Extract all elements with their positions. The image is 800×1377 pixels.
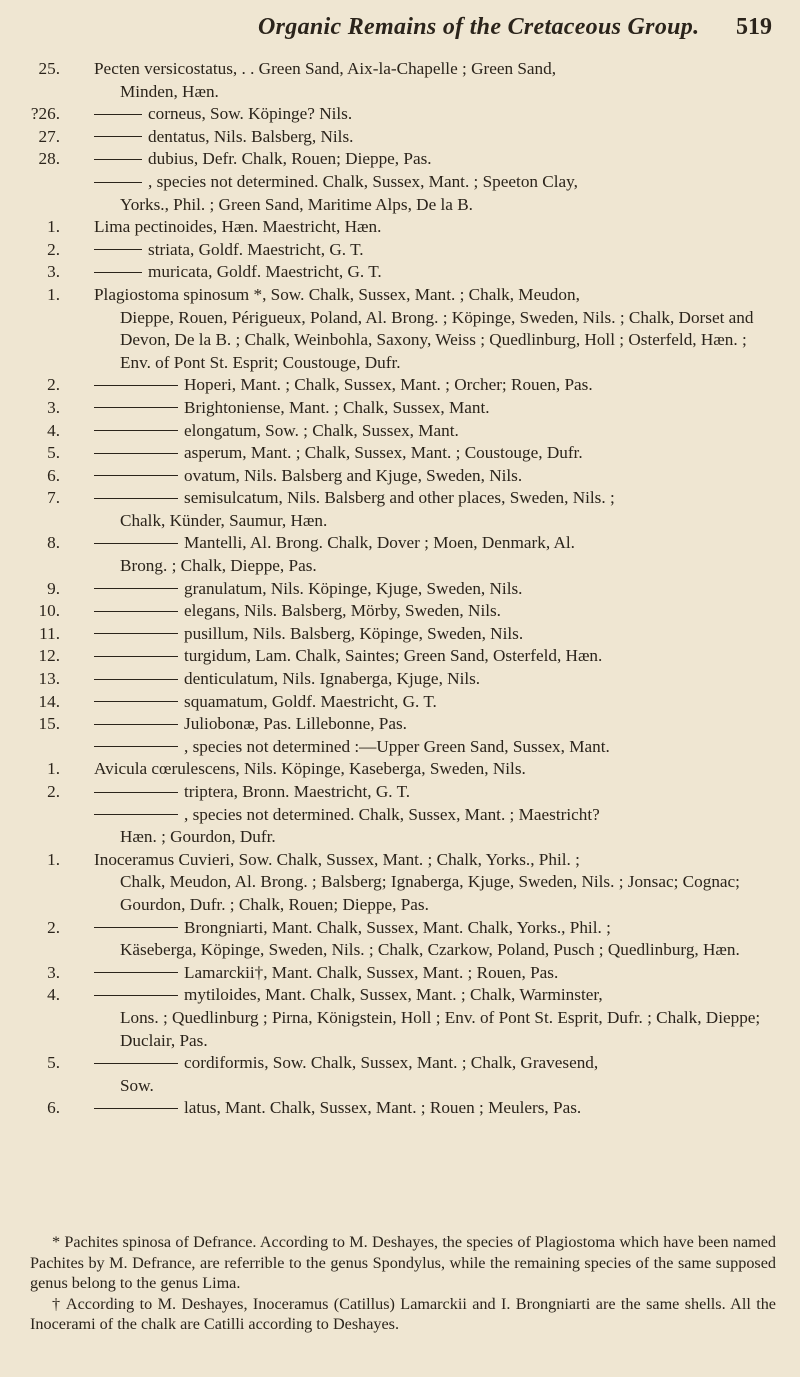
entry-text: corneus, Sow. Köpinge? Nils.	[148, 104, 353, 124]
entry-number: 15.	[38, 714, 60, 734]
ditto-dash	[94, 792, 178, 793]
species-entry	[30, 668, 776, 691]
entry-continuation: Chalk, Künder, Saumur, Hæn.	[120, 510, 328, 530]
entry-text: Juliobonæ, Pas. Lillebonne, Pas.	[184, 714, 407, 734]
entry-continuation: Dieppe, Rouen, Périgueux, Poland, Al. Brong. ; Köpinge, Sweden, Nils. ; Chalk, Dorset and Devon, De la B. ; Chalk, Weinbohla, Saxony, Weiss ; Quedlinburg, Holl ; Osterfeld, Hæn. ; Env. of Pont St. Esprit; Coustouge, Dufr.	[120, 307, 754, 372]
entry-text: mytiloides, Mant. Chalk, Sussex, Mant. ; Chalk, Warminster,	[184, 985, 603, 1005]
entry-number: 1.	[47, 284, 60, 304]
species-entry	[30, 126, 776, 149]
ditto-dash	[94, 407, 178, 408]
ditto-dash	[94, 724, 178, 725]
species-entry	[30, 645, 776, 668]
species-entry	[30, 758, 776, 781]
entry-text: elegans, Nils. Balsberg, Mörby, Sweden, Nils.	[184, 601, 501, 621]
entry-number: 6.	[47, 465, 60, 485]
entry-line	[94, 397, 776, 420]
entry-continuation: Yorks., Phil. ; Green Sand, Maritime Alps, De la B.	[120, 194, 473, 214]
entry-line	[94, 261, 776, 284]
entry-line	[94, 148, 776, 171]
ditto-dash	[94, 679, 178, 680]
species-entry	[30, 397, 776, 420]
species-entry	[30, 1097, 776, 1120]
entry-line	[94, 239, 776, 262]
entry-number: 27.	[38, 126, 60, 146]
entry-text: Mantelli, Al. Brong. Chalk, Dover ; Moen, Denmark, Al.	[184, 533, 575, 553]
entry-line	[94, 758, 776, 781]
entry-number: 3.	[47, 962, 60, 982]
species-entry	[30, 261, 776, 284]
entry-line	[94, 216, 776, 239]
entry-text: semisulcatum, Nils. Balsberg and other places, Sweden, Nils. ;	[184, 488, 615, 508]
ditto-dash	[94, 249, 142, 250]
entry-continuation: Brong. ; Chalk, Dieppe, Pas.	[120, 556, 317, 576]
ditto-dash	[94, 272, 142, 273]
entry-line	[94, 713, 776, 736]
entry-text: dubius, Defr. Chalk, Rouen; Dieppe, Pas.	[148, 149, 432, 169]
ditto-dash	[94, 972, 178, 973]
species-entry	[30, 1052, 776, 1097]
entry-text: dentatus, Nils. Balsberg, Nils.	[148, 126, 354, 146]
species-entry	[30, 239, 776, 262]
page-header	[258, 14, 772, 41]
entry-line	[94, 962, 776, 985]
ditto-dash	[94, 453, 178, 454]
species-entry	[30, 984, 776, 1052]
entry-line	[94, 736, 776, 759]
entry-line	[94, 984, 776, 1007]
entry-number: 8.	[47, 533, 60, 553]
entry-text: Avicula cœrulescens, Nils. Köpinge, Kaseberga, Sweden, Nils.	[94, 759, 526, 779]
entry-line	[94, 420, 776, 443]
species-entry	[30, 420, 776, 443]
species-entry	[30, 623, 776, 646]
entry-text: asperum, Mant. ; Chalk, Sussex, Mant. ; Coustouge, Dufr.	[184, 443, 583, 463]
entry-number: 11.	[39, 623, 60, 643]
species-entry	[30, 58, 776, 103]
entry-number: 3.	[47, 397, 60, 417]
ditto-dash	[94, 995, 178, 996]
entry-number: 25.	[38, 59, 60, 78]
species-entry	[30, 781, 776, 804]
entry-number: 6.	[47, 1098, 60, 1118]
entry-text: Brightoniense, Mant. ; Chalk, Sussex, Mant.	[184, 397, 490, 417]
entry-line	[94, 668, 776, 691]
species-entry	[30, 442, 776, 465]
species-entry	[30, 691, 776, 714]
species-entry	[30, 578, 776, 601]
entry-text: Lima pectinoides, Hæn. Maestricht, Hæn.	[94, 217, 382, 237]
entry-line	[94, 917, 776, 940]
entry-number: 7.	[47, 488, 60, 508]
entry-line	[94, 487, 776, 510]
ditto-dash	[94, 633, 178, 634]
entry-line	[94, 781, 776, 804]
entry-continuation: Minden, Hæn.	[120, 81, 219, 101]
entry-number: 28.	[38, 149, 60, 169]
ditto-dash	[94, 136, 142, 137]
entry-number: 14.	[38, 691, 60, 711]
ditto-dash	[94, 114, 142, 115]
entry-text: elongatum, Sow. ; Chalk, Sussex, Mant.	[184, 420, 459, 440]
entry-line	[94, 600, 776, 623]
page-number: 519	[736, 14, 772, 40]
ditto-dash	[94, 385, 178, 386]
entry-line	[94, 442, 776, 465]
entry-text: Lamarckii†, Mant. Chalk, Sussex, Mant. ; Rouen, Pas.	[184, 962, 559, 982]
entry-number: 12.	[38, 646, 60, 666]
entry-number: 2.	[47, 917, 60, 937]
ditto-dash	[94, 588, 178, 589]
entry-line	[94, 1052, 776, 1075]
entry-text: cordiformis, Sow. Chalk, Sussex, Mant. ; Chalk, Gravesend,	[184, 1053, 599, 1073]
entry-text: striata, Goldf. Maestricht, G. T.	[148, 239, 364, 259]
entry-text: latus, Mant. Chalk, Sussex, Mant. ; Rouen ; Meulers, Pas.	[184, 1098, 582, 1118]
species-entry	[30, 600, 776, 623]
entry-number: 2.	[47, 375, 60, 395]
species-entry	[30, 216, 776, 239]
entry-number: 3.	[47, 262, 60, 282]
ditto-dash	[94, 543, 178, 544]
entry-line	[94, 284, 776, 307]
entry-text: Brongniarti, Mant. Chalk, Sussex, Mant. Chalk, Yorks., Phil. ;	[184, 917, 611, 937]
footnote: * Pachites spinosa of Defrance. According to M. Deshayes, the species of Plagiostoma which have been named Pachites by M. Defrance, are referrible to the genus Spondylus, while the remaining species of the same supposed genus belong to the genus Lima.	[30, 1233, 776, 1293]
entry-text: Inoceramus Cuvieri, Sow. Chalk, Sussex, Mant. ; Chalk, Yorks., Phil. ;	[94, 849, 580, 869]
entry-number: ?26.	[30, 104, 60, 124]
ditto-dash	[94, 656, 178, 657]
species-entry	[30, 465, 776, 488]
entry-line	[94, 465, 776, 488]
species-entry	[30, 103, 776, 126]
footnote: † According to M. Deshayes, Inoceramus (Catillus) Lamarckii and I. Brongniarti are the same shells. All the Inocerami of the chalk are Catilli according to Deshayes.	[30, 1294, 776, 1334]
entry-number: 2.	[47, 239, 60, 259]
entry-text: Hoperi, Mant. ; Chalk, Sussex, Mant. ; Orcher; Rouen, Pas.	[184, 375, 593, 395]
ditto-dash	[94, 701, 178, 702]
species-entry	[30, 917, 776, 962]
species-entry	[30, 804, 776, 849]
ditto-dash	[94, 1108, 178, 1109]
entry-line	[94, 849, 776, 872]
entry-text: turgidum, Lam. Chalk, Saintes; Green Sand, Osterfeld, Hæn.	[184, 646, 603, 666]
entry-line	[94, 171, 776, 194]
entry-number: 4.	[47, 985, 60, 1005]
ditto-dash	[94, 927, 178, 928]
entry-text: pusillum, Nils. Balsberg, Köpinge, Sweden, Nils.	[184, 623, 524, 643]
entry-text: , species not determined. Chalk, Sussex, Mant. ; Speeton Clay,	[148, 171, 578, 191]
entry-number: 9.	[47, 578, 60, 598]
entry-continuation: Hæn. ; Gourdon, Dufr.	[120, 827, 276, 847]
entry-line	[94, 126, 776, 149]
ditto-dash	[94, 498, 178, 499]
entry-continuation: Käseberga, Köpinge, Sweden, Nils. ; Chalk, Czarkow, Poland, Pusch ; Quedlinburg, Hæn.	[120, 940, 740, 960]
entry-line	[94, 374, 776, 397]
entry-text: , species not determined. Chalk, Sussex, Mant. ; Maestricht?	[184, 804, 600, 824]
ditto-dash	[94, 1063, 178, 1064]
species-entry	[30, 713, 776, 736]
ditto-dash	[94, 611, 178, 612]
entry-line	[94, 58, 776, 81]
ditto-dash	[94, 182, 142, 183]
entry-number: 1.	[47, 759, 60, 779]
entry-number: 2.	[47, 782, 60, 801]
ditto-dash	[94, 746, 178, 747]
entry-text: squamatum, Goldf. Maestricht, G. T.	[184, 691, 437, 711]
ditto-dash	[94, 814, 178, 815]
species-entry	[30, 487, 776, 532]
entry-number: 1.	[47, 849, 60, 869]
species-entry	[30, 849, 776, 917]
entry-continuation: Lons. ; Quedlinburg ; Pirna, Königstein, Holl ; Env. of Pont St. Esprit, Dufr. ; Chalk, Dieppe; Duclair, Pas.	[120, 1007, 761, 1050]
entry-line	[94, 532, 776, 555]
species-entry	[30, 284, 776, 374]
species-entry	[30, 736, 776, 759]
footnotes	[30, 1232, 776, 1335]
species-entry	[30, 148, 776, 171]
entry-line	[94, 645, 776, 668]
ditto-dash	[94, 159, 142, 160]
entry-number: 1.	[47, 217, 60, 237]
entry-line	[94, 1097, 776, 1120]
species-entry	[30, 171, 776, 216]
entry-text: Pecten versicostatus, . . Green Sand, Aix-la-Chapelle ; Green Sand,	[94, 59, 557, 78]
entry-text: Plagiostoma spinosum *, Sow. Chalk, Sussex, Mant. ; Chalk, Meudon,	[94, 284, 580, 304]
entry-text: ovatum, Nils. Balsberg and Kjuge, Sweden, Nils.	[184, 465, 523, 485]
entry-number: 10.	[38, 601, 60, 621]
entry-number: 4.	[47, 420, 60, 440]
species-entry	[30, 962, 776, 985]
entry-text: denticulatum, Nils. Ignaberga, Kjuge, Nils.	[184, 669, 481, 689]
entry-continuation: Chalk, Meudon, Al. Brong. ; Balsberg; Ignaberga, Kjuge, Sweden, Nils. ; Jonsac; Cognac; Gourdon, Dufr. ; Chalk, Rouen; Dieppe, Pas.	[120, 872, 740, 914]
running-title: Organic Remains of the Cretaceous Group.	[258, 14, 700, 40]
entry-text: , species not determined :—Upper Green Sand, Sussex, Mant.	[184, 736, 610, 756]
ditto-dash	[94, 475, 178, 476]
species-entry	[30, 374, 776, 397]
ditto-dash	[94, 430, 178, 431]
entry-continuation: Sow.	[120, 1075, 154, 1095]
entry-line	[94, 623, 776, 646]
species-list	[30, 58, 776, 1120]
entry-number: 13.	[38, 669, 60, 689]
entry-line	[94, 691, 776, 714]
entry-text: granulatum, Nils. Köpinge, Kjuge, Sweden, Nils.	[184, 578, 523, 598]
entry-line	[94, 578, 776, 601]
entry-line	[94, 103, 776, 126]
species-entry	[30, 532, 776, 577]
entry-text: triptera, Bronn. Maestricht, G. T.	[184, 782, 411, 801]
entry-number: 5.	[47, 1053, 60, 1073]
entry-number: 5.	[47, 443, 60, 463]
entry-text: muricata, Goldf. Maestricht, G. T.	[148, 262, 382, 282]
entry-line	[94, 804, 776, 827]
